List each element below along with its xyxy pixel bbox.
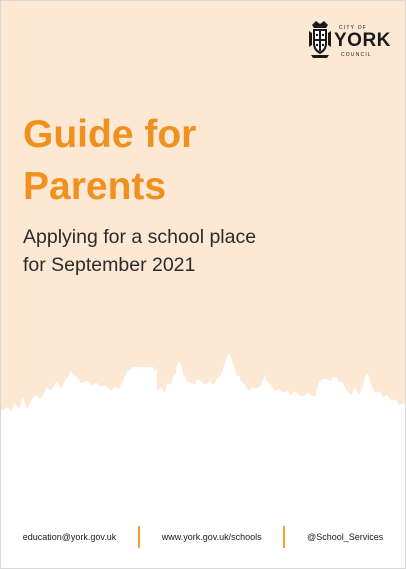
subtitle-line-1: Applying for a school place — [23, 226, 257, 248]
page-subtitle — [23, 223, 323, 279]
logo-york-text: YORK — [334, 30, 391, 51]
city-of-york-council-logo — [307, 19, 391, 61]
crest-icon — [307, 19, 333, 59]
footer-social-handle[interactable]: @School_Services — [307, 532, 384, 542]
footer-email[interactable]: education@york.gov.uk — [22, 532, 117, 542]
subtitle-line-2: for September 2021 — [23, 254, 196, 276]
footer-separator — [283, 526, 285, 548]
title-line-2: Parents — [23, 165, 167, 208]
footer-separator — [138, 526, 140, 548]
title-line-1: Guide for — [23, 113, 197, 156]
footer-website[interactable]: www.york.gov.uk/schools — [161, 532, 262, 542]
logo-city-of-text: CITY OF — [339, 25, 368, 31]
logo-council-text: COUNCIL — [341, 52, 372, 58]
contact-footer — [1, 524, 405, 550]
page-title — [23, 109, 196, 213]
